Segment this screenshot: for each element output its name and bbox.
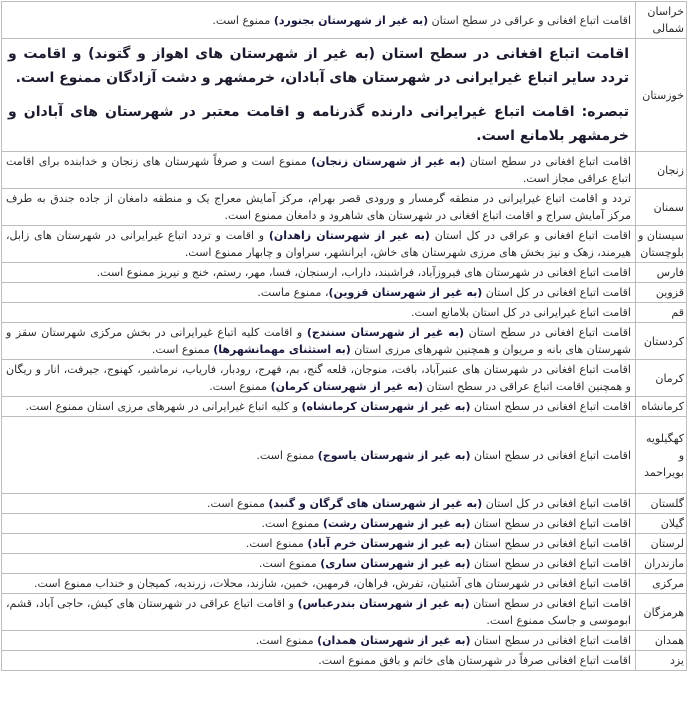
table-row (2, 189, 687, 226)
table-row (2, 574, 687, 594)
restriction-text (2, 189, 636, 226)
exception-clause: (به غیر از شهرستان زاهدان) (268, 229, 430, 242)
restriction-text-part: اقامت اتباع افغانی در سطح استان (464, 326, 632, 339)
restriction-text-part: اقامت اتباع افغانی صرفاً در شهرستان های خاتم و بافق ممنوع است. (318, 654, 631, 667)
exception-clause: (به غیر از شهرستان قزوین) (328, 286, 483, 299)
exception-clause: (به غیر از شهرستان کرمانشاه) (301, 400, 471, 413)
restriction-text (2, 152, 636, 189)
province-name: گلستان (636, 494, 687, 514)
table-row (2, 2, 687, 39)
table-row (2, 152, 687, 189)
restriction-text-part: تردد و اقامت اتباع غیرایرانی در منطقه گرمسار و ورودی قصر بهرام، مرکز آمایش معراج یک و منطقه دامغان از جاده جندق به طرف مرکز آمایش سراج و اقامت اتباع افغانی در شهرستان های شاهرود و دامغان ممنوع است. (6, 192, 631, 222)
table-row (2, 534, 687, 554)
restriction-text-part: ممنوع است. (209, 380, 271, 393)
restriction-text-part: تبصره: اقامت اتباع غیرایرانی دارنده گذرنامه و اقامت معتبر در شهرستان های آبادان و خرمشهر بلامانع است. (8, 104, 629, 144)
exception-clause: (به غیر از شهرستان همدان) (317, 634, 471, 647)
restriction-text (2, 303, 636, 323)
province-name: سیستان و بلوچستان (636, 226, 687, 263)
table-row (2, 323, 687, 360)
restriction-text-part: و اقامت اتباع عراقی در شهرستان های کیش، حاجی آباد، قشم، ابوموسی و جاسک ممنوع است. (6, 597, 631, 627)
province-name: مازندران (636, 554, 687, 574)
restriction-text (2, 534, 636, 554)
restriction-text-part: اقامت اتباع افغانی در سطح استان (465, 155, 631, 168)
restriction-text (2, 631, 636, 651)
restriction-text (2, 514, 636, 534)
restriction-text-part: اقامت اتباع افغانی در سطح استان (470, 557, 631, 570)
restriction-text (2, 323, 636, 360)
province-name: خراسان شمالی (636, 2, 687, 39)
restriction-text-part: ممنوع است. (206, 497, 269, 510)
table-row (2, 514, 687, 534)
restriction-text (2, 494, 636, 514)
restriction-text-part: اقامت اتباع افغانی و عراقی در سطح استان (428, 13, 631, 27)
restriction-text (2, 263, 636, 283)
restriction-text-part: ، ممنوع ماست. (257, 286, 329, 299)
restriction-text-part: اقامت اتباع افغانی در سطح استان (470, 537, 631, 550)
province-name: کرمان (636, 360, 687, 397)
restriction-text-part: ممنوع است. (255, 634, 318, 647)
province-name: همدان (636, 631, 687, 651)
province-name: گیلان (636, 514, 687, 534)
table-row (2, 554, 687, 574)
table-row (2, 263, 687, 283)
restriction-text (2, 417, 636, 494)
table-row (2, 226, 687, 263)
restriction-text-part: اقامت اتباع افغانی در سطح استان (به غیر از شهرستان های اهواز و گتوند) و اقامت و تردد سایر اتباع غیرایرانی در شهرستان های آبادان، خرمشهر و دشت آزادگان ممنوع است. (8, 46, 629, 86)
table-row (2, 303, 687, 323)
province-name: زنجان (636, 152, 687, 189)
provinces-table (1, 1, 687, 671)
table-row (2, 494, 687, 514)
restriction-text-part: و اقامت و تردد اتباع غیرایرانی در شهرستان های زابل، هیرمند، زهک و نیز بخش های مرزی شهرستان های خاش، ایرانشهر، سراوان و چابهار ممنوع است. (6, 229, 631, 259)
province-name: خوزستان (636, 39, 687, 152)
province-name: لرستان (636, 534, 687, 554)
exception-clause: (به غیر از شهرستان بندرعباس) (297, 597, 470, 610)
exception-clause: (به غیر از شهرستان سنندج) (306, 326, 465, 339)
exception-clause: (به استثنای مهمانشهرها) (213, 343, 351, 356)
restriction-text (2, 360, 636, 397)
restriction-text-part: ممنوع است. (151, 343, 214, 356)
restriction-text-part: و اقامت کلیه اتباع غیرایرانی در بخش مرکزی شهرستان سقز و شهرستان های بانه و مریوان و همچنین شهرهای مرزی استان (6, 326, 631, 356)
restriction-text-part: ممنوع است. (261, 517, 323, 530)
restriction-text (2, 554, 636, 574)
table-row (2, 360, 687, 397)
restriction-text-part: اقامت اتباع افغانی در شهرستان های فیروزآباد، فراشبند، داراب، ارسنجان، فسا، مهر، رستم، خنج و نیریز ممنوع است. (96, 266, 631, 279)
table-row (2, 39, 687, 152)
restriction-text-part: اقامت اتباع افغانی در سطح استان (470, 634, 631, 647)
restriction-text (2, 39, 636, 152)
restriction-text (2, 397, 636, 417)
restriction-text-part: ممنوع است. (258, 557, 321, 570)
provinces-table-body (2, 2, 687, 671)
restriction-text-part: اقامت اتباع افغانی در سطح استان (469, 597, 632, 610)
exception-clause: (به غیر از شهرستان کرمان) (270, 380, 424, 393)
exception-clause: (به غیر از شهرستان زنجان) (311, 155, 466, 168)
restriction-text-part: ممنوع است. (256, 448, 318, 462)
province-name: قم (636, 303, 687, 323)
table-row (2, 594, 687, 631)
restriction-text-part: اقامت اتباع افغانی در شهرستان های آشتیان، تفرش، فراهان، فرمهین، خمین، شازند، محلات، زرندیه، کمیجان و خنداب ممنوع است. (34, 577, 631, 590)
province-name: هرمزگان (636, 594, 687, 631)
restriction-text (2, 574, 636, 594)
table-row (2, 417, 687, 494)
restriction-text-part: ممنوع است و صرفاً شهرستان های زنجان و خدابنده برای اقامت اتباع عراقی مجاز است. (6, 155, 631, 185)
exception-clause: (به غیر از شهرستان های گرگان و گنبد) (268, 497, 483, 510)
province-name: یزد (636, 651, 687, 671)
province-name: فارس (636, 263, 687, 283)
restriction-text (2, 594, 636, 631)
restriction-text-part: اقامت اتباع افغانی و عراقی در کل استان (429, 229, 631, 242)
exception-clause: (به غیر از شهرستان بجنورد) (273, 13, 429, 27)
restriction-text-part: اقامت اتباع افغانی در سطح استان (470, 517, 631, 530)
table-row (2, 283, 687, 303)
exception-clause: (به غیر از شهرستان یاسوج) (317, 448, 471, 462)
restriction-text (2, 226, 636, 263)
restriction-text-part: ممنوع است. (212, 13, 274, 27)
province-name: کهگیلویه و بویراحمد (636, 417, 687, 494)
province-name: سمنان (636, 189, 687, 226)
province-name: مرکزی (636, 574, 687, 594)
restriction-text-part: ممنوع است. (245, 537, 308, 550)
restriction-text-part: اقامت اتباع افغانی در کل استان (482, 286, 631, 299)
table-row (2, 397, 687, 417)
restriction-text-part: اقامت اتباع افغانی در کل استان (482, 497, 631, 510)
province-name: کرمانشاه (636, 397, 687, 417)
restriction-text (2, 283, 636, 303)
province-name: قزوین (636, 283, 687, 303)
restriction-text (2, 2, 636, 39)
restriction-text-part: و کلیه اتباع غیرایرانی در شهرهای مرزی استان ممنوع است. (25, 400, 302, 413)
restriction-text-part: اقامت اتباع افغانی در سطح استان (470, 400, 631, 413)
province-name: کردستان (636, 323, 687, 360)
exception-clause: (به غیر از شهرستان رشت) (322, 517, 471, 530)
restriction-text-part: اقامت اتباع افغانی در سطح استان (470, 448, 631, 462)
restriction-text-part: اقامت اتباع غیرایرانی در کل استان بلامانع است. (411, 306, 631, 319)
exception-clause: (به غیر از شهرستان خرم آباد) (307, 537, 471, 550)
restriction-text (2, 651, 636, 671)
paragraph-gap (8, 90, 629, 100)
exception-clause: (به غیر از شهرستان ساری) (320, 557, 471, 570)
restriction-text-part: اقامت اتباع افغانی در شهرستان های عنبرآباد، بافت، منوجان، قلعه گنج، بم، فهرج، رودبار، فاریاب، نرماشیر، کهنوج، جیرفت، انار و ریگان و همچنین اقامت اتباع عراقی در سطح استان (6, 363, 631, 393)
table-row (2, 651, 687, 671)
table-row (2, 631, 687, 651)
